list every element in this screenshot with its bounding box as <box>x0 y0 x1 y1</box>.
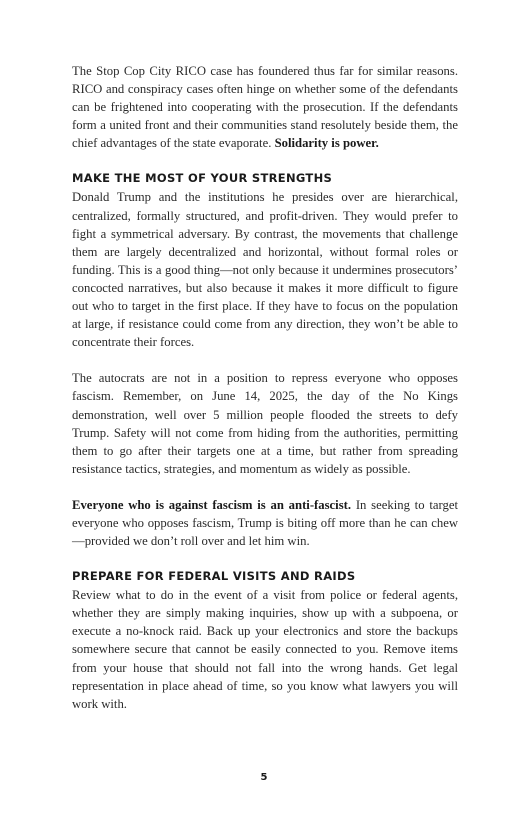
strengths-paragraph-3-text: In seeking to target everyone who opposes fascism, Trump is biting off more than he can chew—provided we don’t roll over and let him win. <box>72 497 458 549</box>
page-body <box>72 62 458 713</box>
strengths-paragraph-2: The autocrats are not in a position to repress everyone who opposes fascism. Remember, on June 14, 2025, the day of the No Kings demonstration, well over 5 million people flooded the streets to defy Trump. Safety will not come from hiding from the authorities, permitting them to go after their targets one at a time, but rather from spreading resistance tactics, strategies, and momentum as widely as possible. <box>72 371 458 476</box>
intro-text: The Stop Cop City RICO case has foundered thus far for similar reasons. RICO and conspiracy cases often hinge on whether some of the defendants can be frightened into cooperating with the prosecution. If the defendants form a united front and their communities stand resolutely beside them, the chief advantages of the state evaporate. <box>72 64 458 151</box>
strengths-paragraph-1: Donald Trump and the institutions he presides over are hierarchical, centralized, formally structured, and profit-driven. They would prefer to fight a symmetrical adversary. By contrast, the movements that challenge them are largely decentralized and horizontal, without formal roles or funding. This is a good thing—not only because it undermines prosecutors’ concocted narratives, but also because it makes it more difficult to figure out who to target in the first place. If they have to focus on the population at large, if resistance could come from any direction, they won’t be able to concentrate their forces. <box>72 190 458 350</box>
section-heading-strengths: MAKE THE MOST OF YOUR STRENGTHS <box>72 171 333 186</box>
section-heading-raids: PREPARE FOR FEDERAL VISITS AND RAIDS <box>72 569 356 584</box>
raids-paragraph-1: Review what to do in the event of a visit from police or federal agents, whether they are simply making inquiries, show up with a subpoena, or execute a no-knock raid. Back up your electronics and store the backups somewhere secure that cannot be easily connected to you. Remove items from your house that should not fall into the wrong hands. Get legal representation in place ahead of time, so you know what lawyers you will work with. <box>72 588 458 711</box>
strengths-paragraph-3 <box>72 496 458 550</box>
strengths-bold-text: Everyone who is against fascism is an anti-fascist. <box>72 497 352 512</box>
intro-bold-text: Solidarity is power. <box>274 136 379 151</box>
page-number: 5 <box>260 772 268 783</box>
intro-paragraph <box>72 62 458 152</box>
